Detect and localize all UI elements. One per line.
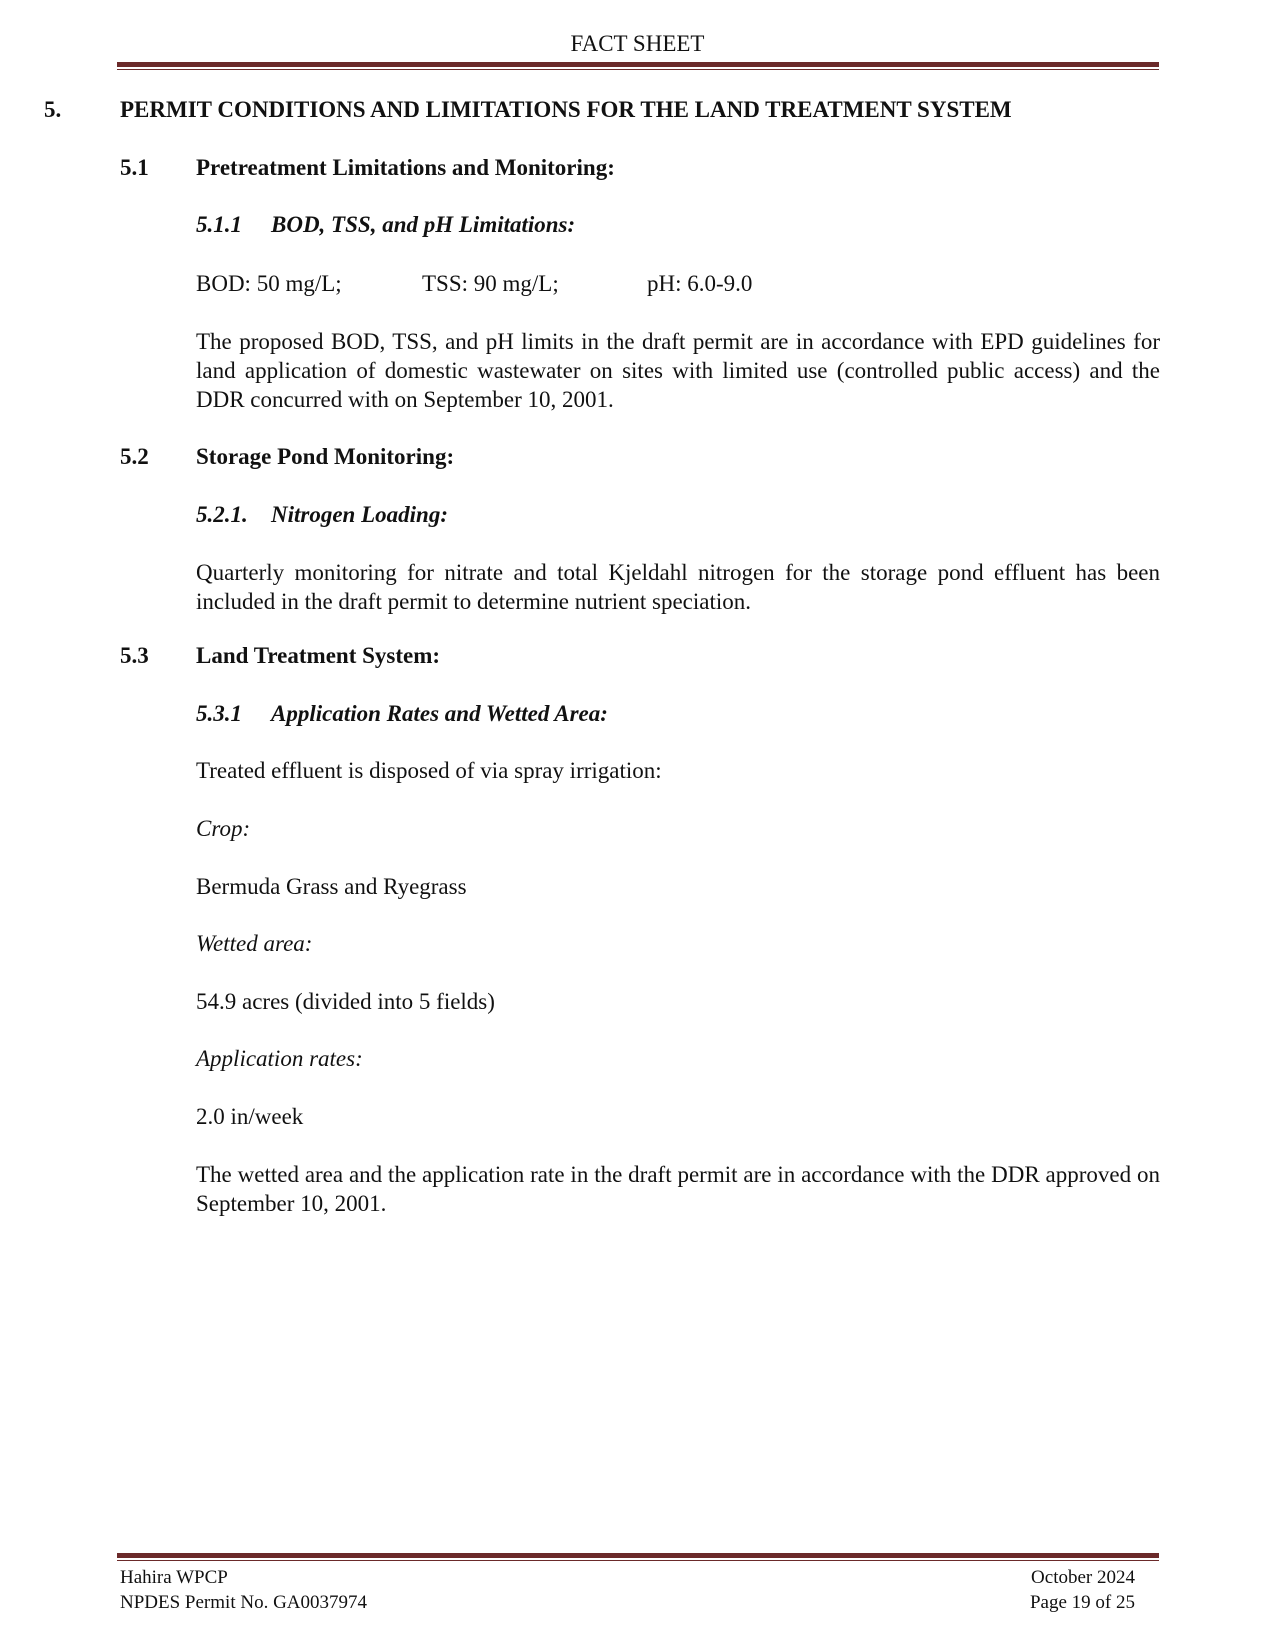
- footer-rule-thin: [117, 1560, 1159, 1561]
- crop-label: Crop:: [196, 816, 251, 841]
- subsection-5-1-1-title: BOD, TSS, and pH Limitations:: [271, 212, 576, 237]
- irrigation-intro: Treated effluent is disposed of via spray irrigation:: [196, 758, 662, 783]
- header-rule-thin: [117, 69, 1159, 70]
- footer-facility: Hahira WPCP: [120, 1567, 228, 1588]
- subsection-5-3-number: 5.3: [120, 643, 149, 668]
- section-title: PERMIT CONDITIONS AND LIMITATIONS FOR THE LAND TREATMENT SYSTEM: [120, 97, 1012, 122]
- footer-page-number: Page 19 of 25: [1029, 1592, 1135, 1613]
- ph-limit: pH: 6.0-9.0: [647, 271, 753, 296]
- subsection-5-3-1-title: Application Rates and Wetted Area:: [271, 701, 608, 726]
- subsection-5-2-1-number: 5.2.1.: [196, 502, 248, 527]
- footer-permit-number: NPDES Permit No. GA0037974: [120, 1592, 368, 1613]
- footer-rule-thick: [117, 1553, 1159, 1558]
- subsection-5-1-number: 5.1: [120, 155, 149, 180]
- pretreatment-paragraph: The proposed BOD, TSS, and pH limits in the draft permit are in accordance with EPD guidelines for land application of domestic wastewater on sites with limited use (controlled public access) and the DDR concurred with on September 10, 2001.: [196, 329, 1160, 412]
- nitrogen-paragraph: Quarterly monitoring for nitrate and total Kjeldahl nitrogen for the storage pond effluent has been included in the draft permit to determine nutrient speciation.: [196, 560, 1160, 614]
- subsection-5-1-title: Pretreatment Limitations and Monitoring:: [196, 155, 615, 180]
- subsection-5-3-title: Land Treatment System:: [196, 643, 441, 668]
- subsection-5-2-number: 5.2: [120, 444, 149, 469]
- section-number: 5.: [44, 97, 62, 122]
- wetted-area-value: 54.9 acres (divided into 5 fields): [196, 989, 495, 1014]
- wetted-area-paragraph: The wetted area and the application rate in the draft permit are in accordance with the DDR approved on September 10, 2001.: [196, 1162, 1160, 1216]
- tss-limit: TSS: 90 mg/L;: [422, 271, 559, 296]
- page-header-title: FACT SHEET: [570, 31, 705, 56]
- header-rule-thick: [117, 62, 1159, 67]
- crop-value: Bermuda Grass and Ryegrass: [196, 874, 467, 899]
- application-rates-value: 2.0 in/week: [196, 1104, 304, 1129]
- subsection-5-2-1-title: Nitrogen Loading:: [271, 502, 448, 527]
- bod-limit: BOD: 50 mg/L;: [196, 271, 342, 296]
- wetted-area-label: Wetted area:: [196, 931, 313, 956]
- application-rates-label: Application rates:: [196, 1046, 363, 1071]
- subsection-5-1-1-number: 5.1.1: [196, 212, 242, 237]
- subsection-5-3-1-number: 5.3.1: [196, 701, 242, 726]
- subsection-5-2-title: Storage Pond Monitoring:: [196, 444, 455, 469]
- footer-date: October 2024: [1031, 1567, 1135, 1588]
